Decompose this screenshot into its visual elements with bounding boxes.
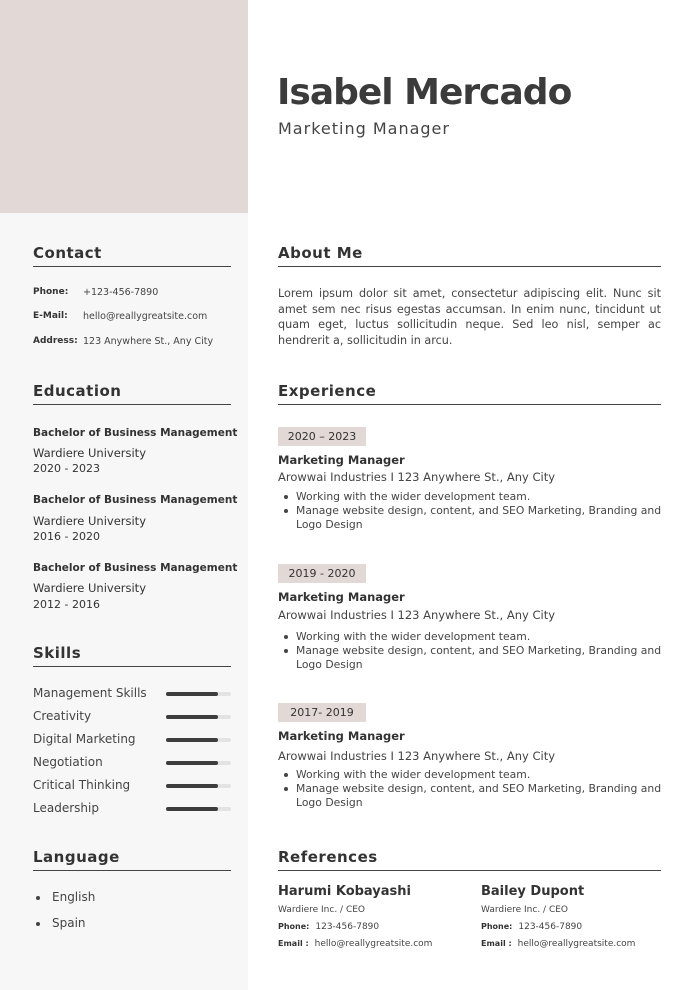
email-label: E-Mail: <box>33 311 68 321</box>
list-item: Manage website design, content, and SEO Marketing, Branding and Logo Design <box>282 644 662 672</box>
list-item: Manage website design, content, and SEO Marketing, Branding and Logo Design <box>282 504 662 532</box>
skills-divider <box>33 666 231 667</box>
experience-job-title: Marketing Manager <box>278 729 405 743</box>
skill-name: Digital Marketing <box>33 732 136 746</box>
references-title: References <box>278 848 378 866</box>
skill-name: Creativity <box>33 709 92 723</box>
about-divider <box>278 266 661 267</box>
education-degree: Bachelor of Business Management <box>33 562 238 574</box>
skill-bar-fill <box>166 715 218 719</box>
contact-divider <box>33 266 231 267</box>
skill-bar-track <box>166 807 231 811</box>
photo-placeholder <box>0 0 248 213</box>
experience-company: Arowwai Industries I 123 Anywhere St., Any City <box>278 749 556 763</box>
skill-name: Negotiation <box>33 755 103 769</box>
experience-bullets <box>282 768 662 810</box>
address-label: Address: <box>33 336 78 346</box>
skill-name: Management Skills <box>33 686 147 700</box>
experience-job-title: Marketing Manager <box>278 590 405 604</box>
reference-org: Wardiere Inc. / CEO <box>278 905 366 915</box>
email-value[interactable]: hello@reallygreatsite.com <box>83 311 208 322</box>
candidate-name: Isabel Mercado <box>277 72 572 113</box>
skill-bar-fill <box>166 761 218 765</box>
education-title: Education <box>33 382 122 400</box>
reference-card <box>481 884 681 949</box>
skill-row <box>33 755 231 771</box>
education-degree: Bachelor of Business Management <box>33 427 238 439</box>
skill-bar-track <box>166 761 231 765</box>
experience-years-tag: 2017- 2019 <box>278 703 366 722</box>
skill-row <box>33 709 231 725</box>
reference-email <box>481 939 681 949</box>
skill-row <box>33 801 231 817</box>
skill-bar-fill <box>166 807 218 811</box>
list-item: Working with the wider development team. <box>282 490 662 504</box>
skill-row <box>33 778 231 794</box>
email-value[interactable]: hello@reallygreatsite.com <box>517 939 636 949</box>
contact-phone-row <box>33 287 158 298</box>
reference-phone <box>278 922 478 932</box>
skill-bar-track <box>166 715 231 719</box>
list-item: Working with the wider development team. <box>282 768 662 782</box>
education-school: Wardiere University <box>33 446 146 460</box>
skill-bar-fill <box>166 784 218 788</box>
experience-divider <box>278 404 661 405</box>
phone-value: +123-456-7890 <box>83 287 159 298</box>
reference-email <box>278 939 478 949</box>
contact-email-row <box>33 311 207 322</box>
skills-title: Skills <box>33 644 82 662</box>
list-item: Working with the wider development team. <box>282 630 662 644</box>
skill-row <box>33 732 231 748</box>
list-item: Manage website design, content, and SEO Marketing, Branding and Logo Design <box>282 782 662 810</box>
email-label: Email : <box>278 939 309 948</box>
education-years: 2016 - 2020 <box>33 530 100 543</box>
experience-company: Arowwai Industries I 123 Anywhere St., Any City <box>278 608 556 622</box>
address-value: 123 Anywhere St., Any City <box>83 336 214 347</box>
experience-years-tag: 2020 – 2023 <box>278 427 366 446</box>
phone-label: Phone: <box>481 922 513 931</box>
experience-bullets <box>282 490 662 532</box>
skill-bar-fill <box>166 738 218 742</box>
education-years: 2020 - 2023 <box>33 462 100 475</box>
skill-name: Leadership <box>33 801 99 815</box>
experience-years-tag: 2019 - 2020 <box>278 564 366 583</box>
education-years: 2012 - 2016 <box>33 598 100 611</box>
language-item <box>36 890 95 904</box>
reference-name: Harumi Kobayashi <box>278 884 411 899</box>
skill-bar-track <box>166 784 231 788</box>
skill-bar-track <box>166 738 231 742</box>
email-label: Email : <box>481 939 512 948</box>
bullet-icon <box>36 896 40 900</box>
contact-title: Contact <box>33 244 102 262</box>
experience-company: Arowwai Industries I 123 Anywhere St., Any City <box>278 470 556 484</box>
language-label: Spain <box>52 916 86 930</box>
skill-bar-track <box>166 692 231 696</box>
phone-label: Phone: <box>278 922 310 931</box>
reference-card <box>278 884 478 949</box>
contact-address-row <box>33 336 213 347</box>
skill-bar-fill <box>166 692 218 696</box>
phone-label: Phone: <box>33 287 69 297</box>
reference-phone <box>481 922 681 932</box>
experience-title: Experience <box>278 382 377 400</box>
language-item <box>36 916 86 930</box>
reference-name: Bailey Dupont <box>481 884 585 899</box>
phone-value: 123-456-7890 <box>315 922 380 932</box>
skill-row <box>33 686 231 702</box>
language-label: English <box>52 890 96 904</box>
references-divider <box>278 870 661 871</box>
experience-job-title: Marketing Manager <box>278 453 405 467</box>
language-title: Language <box>33 848 120 866</box>
about-text: Lorem ipsum dolor sit amet, consectetur adipiscing elit. Nunc sit amet sem nec risus egestas accumsan. In enim nunc, tincidunt ut quam eget, luctus sollicitudin neque. Sed leo nisl, semper ac hendrerit a, sollicitudin in arcu. <box>278 287 661 347</box>
education-degree: Bachelor of Business Management <box>33 494 238 506</box>
education-school: Wardiere University <box>33 581 146 595</box>
email-value[interactable]: hello@reallygreatsite.com <box>314 939 433 949</box>
experience-bullets <box>282 630 662 672</box>
language-divider <box>33 870 231 871</box>
education-school: Wardiere University <box>33 514 146 528</box>
candidate-role: Marketing Manager <box>278 119 450 138</box>
phone-value: 123-456-7890 <box>518 922 583 932</box>
about-title: About Me <box>278 244 363 262</box>
skill-name: Critical Thinking <box>33 778 131 792</box>
bullet-icon <box>36 922 40 926</box>
education-divider <box>33 404 231 405</box>
reference-org: Wardiere Inc. / CEO <box>481 905 569 915</box>
